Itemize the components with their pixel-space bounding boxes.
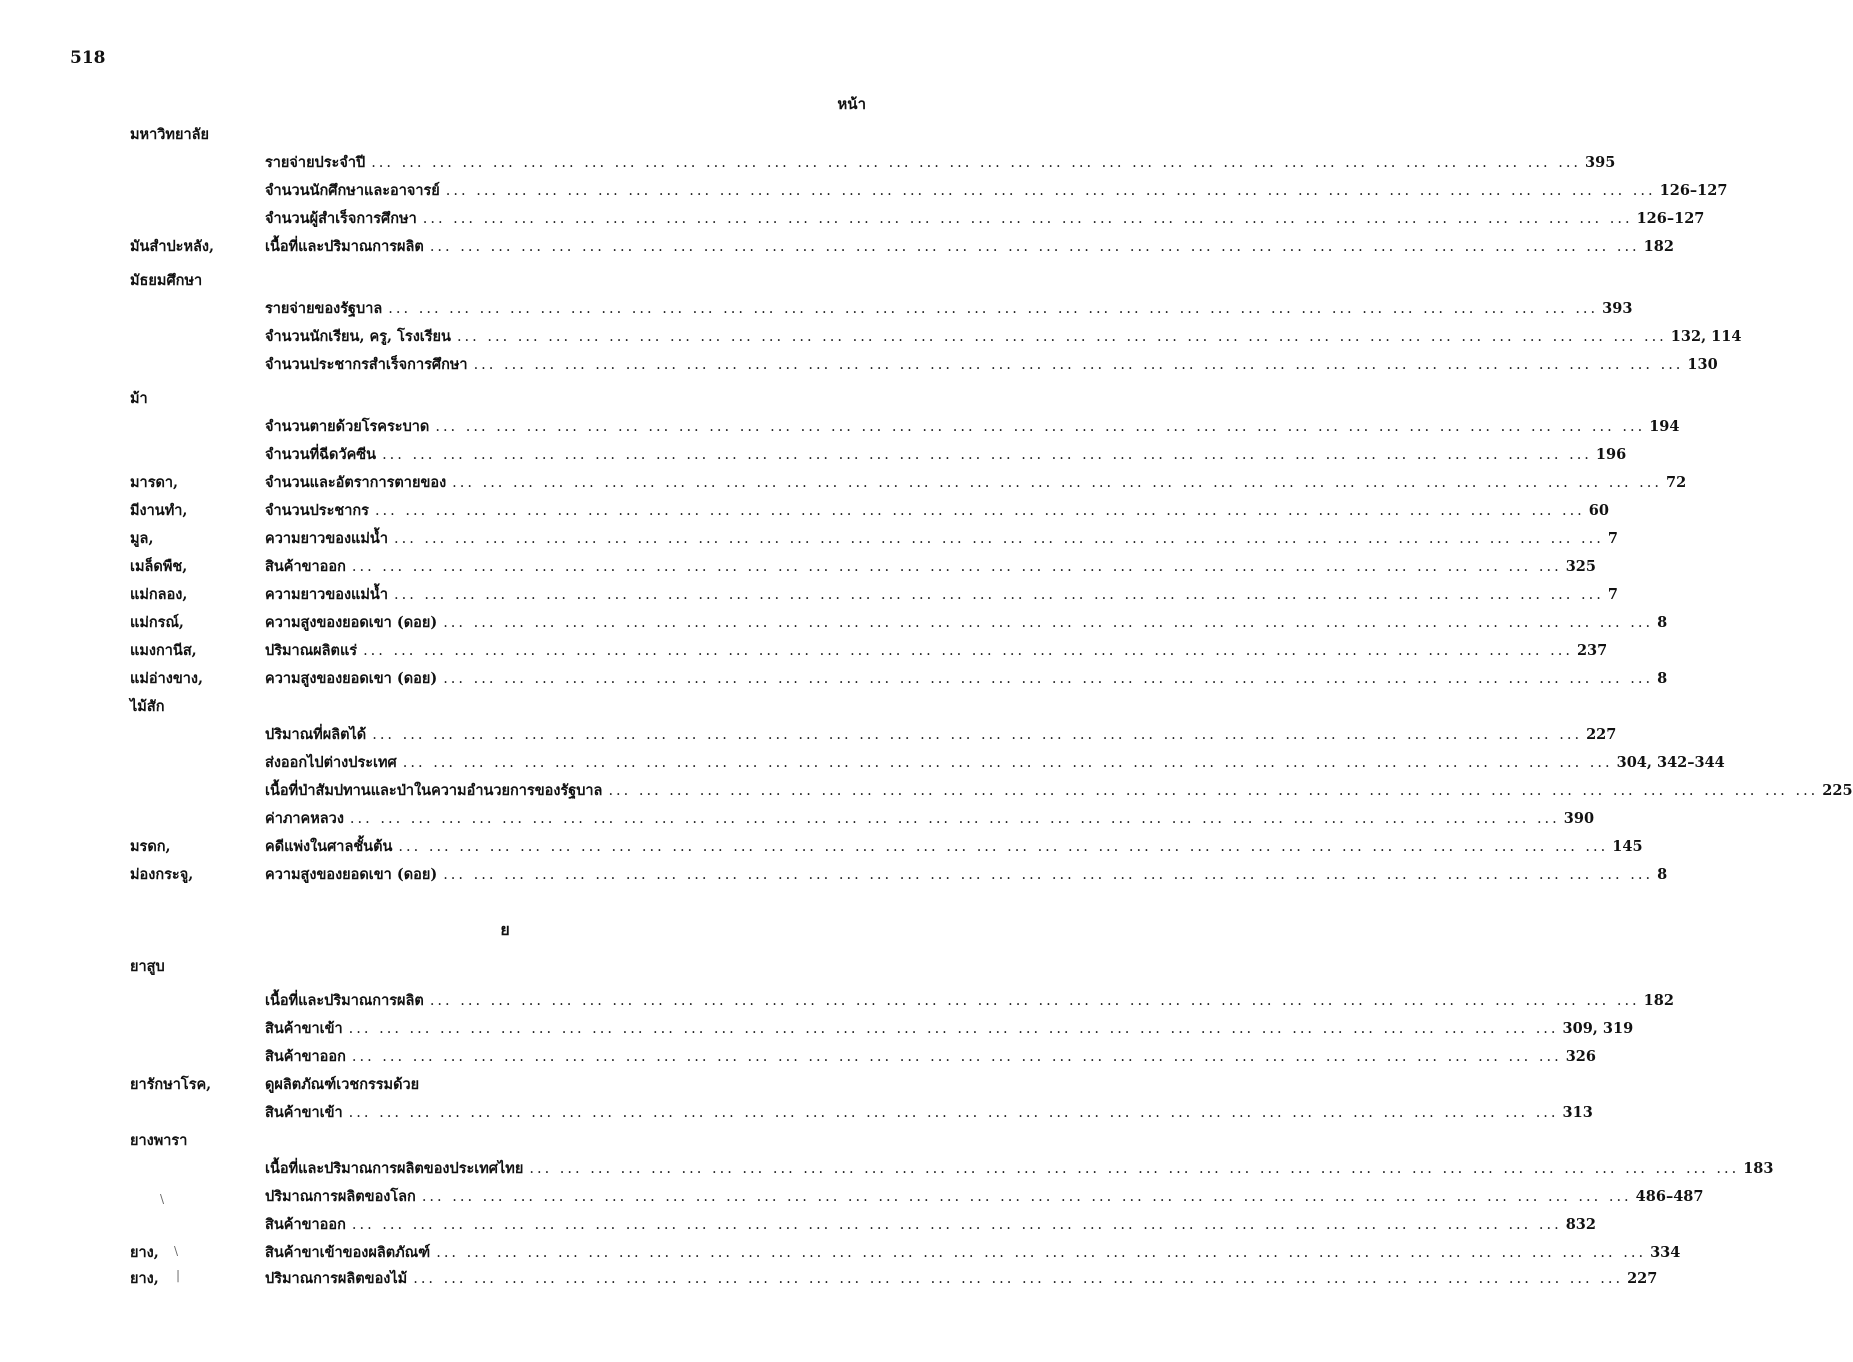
index-entry [0, 234, 1674, 260]
index-entry [0, 352, 1718, 378]
dot-leader: ... ... ... ... ... ... ... ... ... ... ... ... ... ... ... ... ... ... ... ... ... ... ... ... ... ... ... ... ... ... ... ... ... ... ... ... ... ... ... ... [473, 357, 1684, 373]
dot-leader: ... ... ... ... ... ... ... ... ... ... ... ... ... ... ... ... ... ... ... ... ... ... ... ... ... ... ... ... ... ... ... ... ... ... ... ... ... ... ... ... [349, 811, 1560, 827]
index-entry [0, 988, 1674, 1014]
entry-subheading [265, 1240, 1681, 1266]
entry-page-ref: 227 [1627, 1270, 1658, 1287]
dot-leader: ... ... ... ... ... ... ... ... ... ... ... ... ... ... ... ... ... ... ... ... ... ... ... ... ... ... ... ... ... ... ... ... ... ... ... ... ... ... ... ... [443, 615, 1654, 631]
entry-subheading [265, 610, 1668, 636]
dot-leader: ... ... ... ... ... ... ... ... ... ... ... ... ... ... ... ... ... ... ... ... ... ... ... ... ... ... ... ... ... ... ... ... ... ... ... ... ... ... ... ... [372, 727, 1583, 743]
entry-page-ref: 183 [1743, 1160, 1774, 1177]
entry-subheading-text: ความยาวของแม่น้ำ [265, 586, 388, 603]
scan-mark: \ [174, 1244, 179, 1258]
entry-subheading [265, 1266, 1658, 1292]
index-entry [0, 1044, 1596, 1070]
index-entry [0, 268, 966, 294]
entry-subheading-text: สินค้าขาออก [265, 1048, 346, 1065]
entry-subheading-text: สินค้าขาเข้า [265, 1020, 343, 1037]
entry-heading: มีงานทำ, [130, 502, 188, 519]
entry-page-ref: 390 [1563, 810, 1595, 827]
entry-page-ref: 225 [1822, 782, 1853, 799]
entry-subheading-text: จำนวนนักศึกษาและอาจารย์ [265, 182, 440, 199]
entry-heading: แม่กลอง, [130, 586, 188, 603]
entry-heading: มหาวิทยาลัย [130, 126, 209, 143]
entry-page-ref: 126–127 [1636, 210, 1705, 227]
dot-leader: ... ... ... ... ... ... ... ... ... ... ... ... ... ... ... ... ... ... ... ... ... ... ... ... ... ... ... ... ... ... ... ... ... ... ... ... ... ... ... ... [443, 671, 1654, 687]
entry-subheading-text: สินค้าขาเข้า [265, 1104, 343, 1121]
entry-subheading-text: จำนวนนักเรียน, ครู, โรงเรียน [265, 328, 451, 345]
entry-subheading [265, 206, 1705, 232]
entry-subheading-text: สินค้าขาออก [265, 558, 346, 575]
entry-subheading [265, 862, 1668, 888]
entry-heading: ยาสูบ [130, 958, 165, 975]
index-entry [0, 1156, 1774, 1182]
entry-subheading [265, 498, 1609, 524]
entry-subheading [265, 352, 1718, 378]
entry-heading: ม่องกระจู, [130, 866, 194, 883]
index-entry [0, 610, 1668, 636]
dot-leader: ... ... ... ... ... ... ... ... ... ... ... ... ... ... ... ... ... ... ... ... ... ... ... ... ... ... ... ... ... ... ... ... ... ... ... ... ... ... ... ... [382, 447, 1592, 463]
entry-heading: มารดา, [130, 474, 179, 491]
entry-heading: ยางพารา [130, 1132, 188, 1149]
entry-subheading-text: จำนวนที่ฉีดวัคซีน [265, 446, 377, 463]
index-entry [0, 638, 1608, 664]
entry-subheading [265, 1072, 868, 1098]
entry-heading: ยารักษาโรค, [130, 1076, 212, 1093]
entry-subheading [265, 526, 1618, 552]
entry-subheading-text: ความยาวของแม่น้ำ [265, 530, 388, 547]
entry-page-ref: 486–487 [1635, 1188, 1704, 1205]
index-entry [0, 1100, 1593, 1126]
entry-subheading [265, 1184, 1704, 1210]
entry-heading: แม่กรณ์, [130, 614, 184, 631]
entry-subheading [265, 638, 1608, 664]
index-entry [0, 834, 1643, 860]
entry-subheading-text: ปริมาณที่ผลิตได้ [265, 726, 367, 743]
entry-subheading-text: ปริมาณผลิตแร่ [265, 642, 358, 659]
index-entry [0, 666, 1668, 692]
entry-subheading [265, 1212, 1596, 1238]
entry-subheading-text: เนื้อที่และปริมาณการผลิต [265, 992, 424, 1009]
index-entry [0, 722, 1617, 748]
dot-leader: ... ... ... ... ... ... ... ... ... ... ... ... ... ... ... ... ... ... ... ... ... ... ... ... ... ... ... ... ... ... ... ... ... ... ... ... ... ... ... ... [402, 755, 1613, 771]
index-entry [0, 150, 1616, 176]
dot-leader: ... ... ... ... ... ... ... ... ... ... ... ... ... ... ... ... ... ... ... ... ... ... ... ... ... ... ... ... ... ... ... ... ... ... ... ... ... ... ... ... [393, 587, 1604, 603]
index-entry [0, 414, 1680, 440]
dot-leader: ... ... ... ... ... ... ... ... ... ... ... ... ... ... ... ... ... ... ... ... ... ... ... ... ... ... ... ... ... ... ... ... ... ... ... ... ... ... ... ... [529, 1161, 1740, 1177]
entry-subheading [265, 150, 1616, 176]
entry-heading: แมงกานีส, [130, 642, 197, 659]
entry-page-ref: 8 [1657, 614, 1668, 631]
index-entry [0, 442, 1627, 468]
dot-leader: ... ... ... ... ... ... ... ... ... ... ... ... ... ... ... ... ... ... ... ... ... ... ... ... ... ... ... ... ... ... ... ... ... ... ... ... ... ... ... ... [422, 211, 1633, 227]
entry-heading: มูล, [130, 530, 154, 547]
entry-subheading-text: เนื้อที่และปริมาณการผลิตของประเทศไทย [265, 1160, 524, 1177]
index-entry [0, 498, 1609, 524]
entry-subheading-text: ความสูงของยอดเขา (ดอย) [265, 670, 438, 687]
entry-subheading [265, 1016, 1634, 1042]
index-entry [0, 296, 1633, 322]
dot-leader: ... ... ... ... ... ... ... ... ... ... ... ... ... ... ... ... ... ... ... ... ... ... ... ... ... ... ... ... ... ... ... ... ... ... ... ... ... ... ... ... [445, 183, 1656, 199]
index-entry [0, 694, 966, 720]
entry-page-ref: 8 [1657, 866, 1668, 883]
entry-subheading-text: ความสูงของยอดเขา (ดอย) [265, 866, 438, 883]
entry-page-ref: 7 [1607, 530, 1618, 547]
index-entry [0, 178, 1728, 204]
entry-page-ref: 326 [1565, 1048, 1596, 1065]
entry-heading: เมล็ดพืช, [130, 558, 188, 575]
entry-subheading-text: เนื้อที่และปริมาณการผลิต [265, 238, 424, 255]
entry-subheading [265, 1100, 1593, 1126]
index-entry [0, 206, 1705, 232]
dot-leader: ... ... ... ... ... ... ... ... ... ... ... ... ... ... ... ... ... ... ... ... ... ... ... ... ... ... ... ... ... ... ... ... ... ... ... ... ... ... ... ... [456, 329, 1667, 345]
entry-subheading [265, 324, 1742, 350]
entry-page-ref: 8 [1657, 670, 1668, 687]
entry-heading: แม่อ่างขาง, [130, 670, 204, 687]
dot-leader: ... ... ... ... ... ... ... ... ... ... ... ... ... ... ... ... ... ... ... ... ... ... ... ... ... ... ... ... ... ... ... ... ... ... ... ... ... ... ... ... [608, 783, 1819, 799]
entry-page-ref: 7 [1607, 586, 1618, 603]
entry-subheading-text: จำนวนผู้สำเร็จการศึกษา [265, 210, 417, 227]
dot-leader: ... ... ... ... ... ... ... ... ... ... ... ... ... ... ... ... ... ... ... ... ... ... ... ... ... ... ... ... ... ... ... ... ... ... ... ... ... ... ... ... [429, 993, 1640, 1009]
entry-page-ref: 130 [1687, 356, 1718, 373]
dot-leader: ... ... ... ... ... ... ... ... ... ... ... ... ... ... ... ... ... ... ... ... ... ... ... ... ... ... ... ... ... ... ... ... ... ... ... ... ... ... ... ... [398, 839, 1609, 855]
index-entry [0, 1184, 1704, 1210]
index-entry [0, 526, 1618, 552]
scan-mark: \ [160, 1192, 165, 1206]
entry-page-ref: 309, 319 [1562, 1020, 1634, 1037]
index-entry [0, 954, 966, 980]
index-entry [0, 778, 1853, 804]
dot-leader: ... ... ... ... ... ... ... ... ... ... ... ... ... ... ... ... ... ... ... ... ... ... ... ... ... ... ... ... ... ... ... ... ... ... ... ... ... ... ... ... [348, 1105, 1559, 1121]
entry-heading: ม้า [130, 390, 148, 407]
dot-leader: ... ... ... ... ... ... ... ... ... ... ... ... ... ... ... ... ... ... ... ... ... ... ... ... ... ... ... ... ... ... ... ... ... ... ... ... ... ... ... ... [436, 1245, 1647, 1261]
entry-subheading-text: รายจ่ายของรัฐบาล [265, 300, 383, 317]
index-entry [0, 122, 966, 148]
page-number: 518 [70, 48, 106, 68]
entry-page-ref: 182 [1643, 992, 1674, 1009]
entry-page-ref: 395 [1585, 154, 1616, 171]
entry-subheading-text: คดีแพ่งในศาลชั้นต้น [265, 838, 393, 855]
page-column-header: หน้า [837, 95, 866, 113]
dot-leader: ... ... ... ... ... ... ... ... ... ... ... ... ... ... ... ... ... ... ... ... ... ... ... ... ... ... ... ... ... ... ... ... ... ... ... ... ... ... ... ... [348, 1021, 1559, 1037]
dot-leader: ... ... ... ... ... ... ... ... ... ... ... ... ... ... ... ... ... ... ... ... ... ... ... ... ... ... ... ... ... ... ... ... ... ... ... ... ... ... ... ... [393, 531, 1604, 547]
index-entry [0, 386, 966, 412]
entry-page-ref: 313 [1562, 1104, 1593, 1121]
entry-subheading [265, 470, 1687, 496]
entry-subheading-text: ดูผลิตภัณฑ์เวชกรรมด้วย [265, 1076, 420, 1093]
entry-page-ref: 132, 114 [1670, 328, 1742, 345]
entry-subheading [265, 234, 1674, 260]
entry-subheading-text: สินค้าขาเข้าของผลิตภัณฑ์ [265, 1244, 431, 1261]
entry-subheading [265, 722, 1617, 748]
entry-subheading [265, 1044, 1596, 1070]
dot-leader: ... ... ... ... ... ... ... ... ... ... ... ... ... ... ... ... ... ... ... ... ... ... ... ... ... ... ... ... ... ... ... ... ... ... ... ... ... ... ... ... [443, 867, 1654, 883]
entry-page-ref: 304, 342–344 [1616, 754, 1725, 771]
entry-page-ref: 60 [1588, 502, 1609, 519]
entry-subheading-text: จำนวนและอัตราการตายของ [265, 474, 447, 491]
dot-leader: ... ... ... ... ... ... ... ... ... ... ... ... ... ... ... ... ... ... ... ... ... ... ... ... ... ... ... ... ... ... ... ... ... ... ... ... ... ... ... ... [388, 301, 1599, 317]
entry-subheading [265, 414, 1680, 440]
entry-heading: ยาง, [130, 1244, 159, 1261]
entry-heading: มัธยมศึกษา [130, 272, 203, 289]
entry-page-ref: 182 [1643, 238, 1674, 255]
entry-heading: มรดก, [130, 838, 171, 855]
entry-subheading [265, 178, 1728, 204]
index-entry [0, 1240, 1681, 1266]
index-entry [0, 554, 1596, 580]
dot-leader: ... ... ... ... ... ... ... ... ... ... ... ... ... ... ... ... ... ... ... ... ... ... ... ... ... ... ... ... ... ... ... ... ... ... ... ... ... ... ... ... [413, 1271, 1624, 1287]
dot-leader: ... ... ... ... ... ... ... ... ... ... ... ... ... ... ... ... ... ... ... ... ... ... ... ... ... ... ... ... ... ... ... ... ... ... ... ... ... ... ... ... [363, 643, 1573, 659]
index-entry [0, 324, 1742, 350]
section-letter: ย [500, 920, 510, 939]
entry-page-ref: 334 [1650, 1244, 1681, 1261]
dot-leader: ... ... ... ... ... ... ... ... ... ... ... ... ... ... ... ... ... ... ... ... ... ... ... ... ... ... ... ... ... ... ... ... ... ... ... ... ... ... ... ... [421, 1189, 1632, 1205]
dot-leader: ... ... ... ... ... ... ... ... ... ... ... ... ... ... ... ... ... ... ... ... ... ... ... ... ... ... ... ... ... ... ... ... ... ... ... ... ... ... ... ... [429, 239, 1640, 255]
entry-subheading [265, 778, 1853, 804]
entry-page-ref: 393 [1602, 300, 1633, 317]
index-entry [0, 1072, 966, 1098]
index-entry [0, 1212, 1596, 1238]
entry-subheading-text: รายจ่ายประจำปี [265, 154, 366, 171]
entry-heading: ไม้สัก [130, 698, 165, 715]
entry-subheading-text: ปริมาณการผลิตของโลก [265, 1188, 416, 1205]
entry-subheading [265, 442, 1627, 468]
dot-leader: ... ... ... ... ... ... ... ... ... ... ... ... ... ... ... ... ... ... ... ... ... ... ... ... ... ... ... ... ... ... ... ... ... ... ... ... ... ... ... ... [351, 559, 1562, 575]
index-entry [0, 1128, 966, 1154]
entry-page-ref: 145 [1612, 838, 1643, 855]
entry-subheading [265, 988, 1674, 1014]
entry-page-ref: 194 [1649, 418, 1680, 435]
dot-leader: ... ... ... ... ... ... ... ... ... ... ... ... ... ... ... ... ... ... ... ... ... ... ... ... ... ... ... ... ... ... ... ... ... ... ... ... ... ... ... ... [374, 503, 1585, 519]
entry-subheading [265, 666, 1668, 692]
entry-page-ref: 72 [1666, 474, 1687, 491]
entry-subheading-text: ปริมาณการผลิตของไม้ [265, 1270, 408, 1287]
entry-subheading [265, 806, 1595, 832]
entry-subheading [265, 582, 1618, 608]
index-entry [0, 1266, 1658, 1292]
index-entry [0, 1016, 1634, 1042]
entry-heading: ยาง, [130, 1270, 159, 1287]
dot-leader: ... ... ... ... ... ... ... ... ... ... ... ... ... ... ... ... ... ... ... ... ... ... ... ... ... ... ... ... ... ... ... ... ... ... ... ... ... ... ... ... [351, 1049, 1562, 1065]
entry-subheading-text: ค่าภาคหลวง [265, 810, 344, 827]
entry-heading: มันสำปะหลัง, [130, 238, 215, 255]
entry-subheading-text: เนื้อที่ป่าสัมปทานและป่าในความอำนวยการของรัฐบาล [265, 782, 603, 799]
entry-page-ref: 325 [1565, 558, 1596, 575]
entry-page-ref: 237 [1576, 642, 1608, 659]
index-entry [0, 470, 1687, 496]
scan-mark: | [176, 1268, 181, 1282]
index-entry [0, 862, 1668, 888]
dot-leader: ... ... ... ... ... ... ... ... ... ... ... ... ... ... ... ... ... ... ... ... ... ... ... ... ... ... ... ... ... ... ... ... ... ... ... ... ... ... ... ... [452, 475, 1663, 491]
dot-leader: ... ... ... ... ... ... ... ... ... ... ... ... ... ... ... ... ... ... ... ... ... ... ... ... ... ... ... ... ... ... ... ... ... ... ... ... ... ... ... ... [351, 1217, 1562, 1233]
entry-subheading-text: จำนวนประชากร [265, 502, 369, 519]
entry-subheading [265, 1156, 1774, 1182]
entry-page-ref: 126–127 [1659, 182, 1728, 199]
entry-subheading-text: ส่งออกไปต่างประเทศ [265, 754, 397, 771]
entry-subheading [265, 750, 1725, 776]
entry-subheading [265, 296, 1633, 322]
dot-leader: ... ... ... ... ... ... ... ... ... ... ... ... ... ... ... ... ... ... ... ... ... ... ... ... ... ... ... ... ... ... ... ... ... ... ... ... ... ... ... ... [371, 155, 1582, 171]
index-entry [0, 806, 1595, 832]
entry-subheading-text: สินค้าขาออก [265, 1216, 346, 1233]
entry-subheading-text: ความสูงของยอดเขา (ดอย) [265, 614, 438, 631]
entry-subheading [265, 554, 1596, 580]
entry-subheading [265, 834, 1643, 860]
index-entry [0, 582, 1618, 608]
entry-subheading-text: จำนวนประชากรสำเร็จการศึกษา [265, 356, 468, 373]
entry-page-ref: 227 [1586, 726, 1617, 743]
entry-subheading-text: จำนวนตายด้วยโรคระบาด [265, 418, 430, 435]
entry-page-ref: 196 [1595, 446, 1627, 463]
index-entry [0, 750, 1725, 776]
dot-leader: ... ... ... ... ... ... ... ... ... ... ... ... ... ... ... ... ... ... ... ... ... ... ... ... ... ... ... ... ... ... ... ... ... ... ... ... ... ... ... ... [435, 419, 1646, 435]
entry-page-ref: 832 [1565, 1216, 1596, 1233]
